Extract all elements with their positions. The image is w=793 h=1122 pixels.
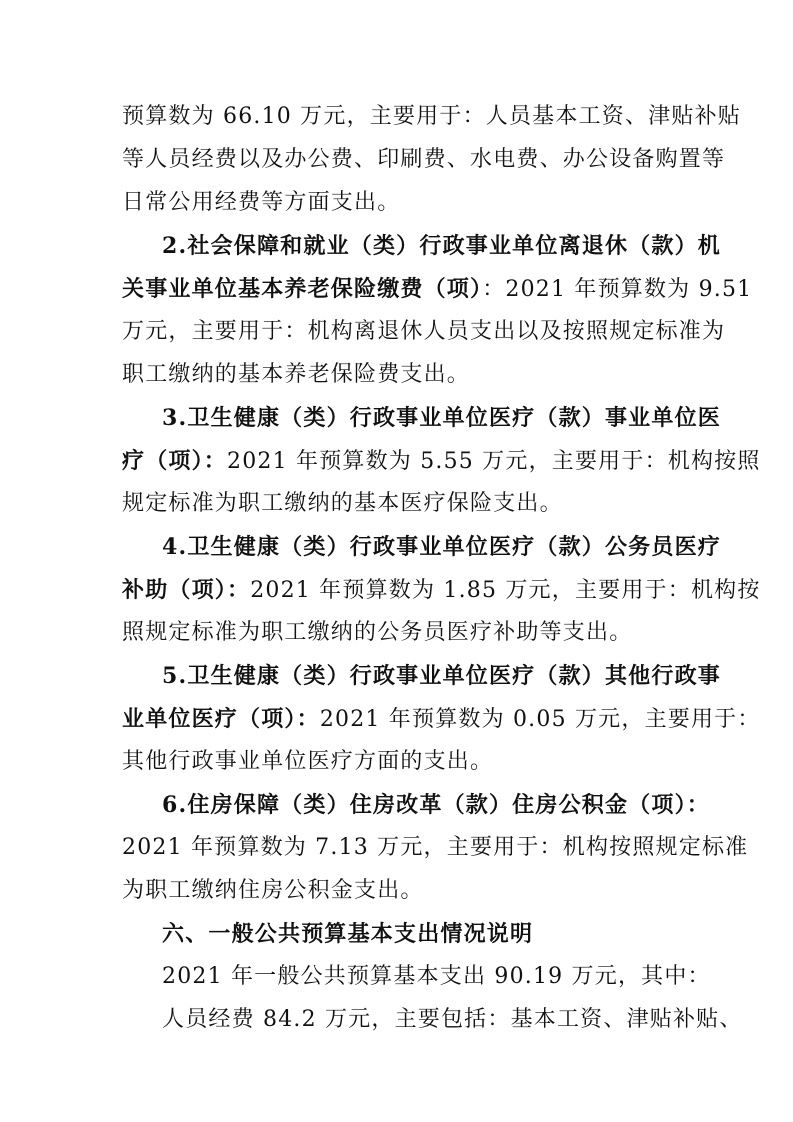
- paragraph-line: 2021 年一般公共预算基本支出 90.19 万元，其中：: [162, 964, 711, 989]
- item-2-heading-cont: [122, 274, 753, 305]
- item-4-heading-end: 补助（项）：: [122, 577, 251, 603]
- item-3-heading: 3.卫生健康（类）行政事业单位医疗（款）事业单位医: [162, 405, 721, 431]
- paragraph-line: 万元，主要用于：机构离退休人员支出以及按照规定标准为: [122, 319, 726, 344]
- item-3-heading-end: 疗（项）：: [122, 448, 228, 474]
- item-5-heading: 5.卫生健康（类）行政事业单位医疗（款）其他行政事: [162, 663, 721, 689]
- paragraph-line: 职工缴纳的基本养老保险费支出。: [122, 362, 471, 387]
- item-2-heading: 2.社会保障和就业（类）行政事业单位离退休（款）机: [162, 233, 721, 259]
- paragraph-line: 为职工缴纳住房公积金支出。: [122, 878, 424, 903]
- item-4-heading: 4.卫生健康（类）行政事业单位医疗（款）公务员医疗: [162, 534, 721, 560]
- paragraph-line: 等人员经费以及办公费、印刷费、水电费、办公设备购置等: [122, 147, 726, 172]
- item-5-heading-cont: [122, 704, 761, 735]
- paragraph-line: 照规定标准为职工缴纳的公务员医疗补助等支出。: [122, 620, 633, 645]
- item-5-heading-end: 业单位医疗（项）：: [122, 706, 320, 732]
- item-5-text: 2021 年预算数为 0.05 万元，主要用于：: [319, 707, 761, 732]
- paragraph-line: 其他行政事业单位医疗方面的支出。: [122, 749, 494, 774]
- item-2-text: ：2021 年预算数为 9.51: [482, 277, 753, 302]
- paragraph-line: 日常公用经费等方面支出。: [122, 190, 401, 215]
- item-4-heading-cont: [122, 575, 761, 606]
- paragraph-line: 2021 年预算数为 7.13 万元，主要用于：机构按照规定标准: [122, 835, 749, 860]
- paragraph-line: 预算数为 66.10 万元，主要用于：人员基本工资、津贴补贴: [122, 104, 741, 129]
- paragraph-line: 人员经费 84.2 万元，主要包括：基本工资、津贴补贴、: [162, 1007, 743, 1032]
- item-3-text: 2021 年预算数为 5.55 万元，主要用于：机构按照: [227, 449, 761, 474]
- item-6-heading: 6.住房保障（类）住房改革（款）住房公积金（项）：: [162, 792, 710, 818]
- paragraph-line: 规定标准为职工缴纳的基本医疗保险支出。: [122, 491, 563, 516]
- section-heading: 六、一般公共预算基本支出情况说明: [162, 921, 534, 947]
- item-4-text: 2021 年预算数为 1.85 万元，主要用于：机构按: [250, 578, 761, 603]
- item-3-heading-cont: [122, 446, 761, 477]
- item-2-heading-end: 关事业单位基本养老保险缴费（项）: [122, 276, 483, 302]
